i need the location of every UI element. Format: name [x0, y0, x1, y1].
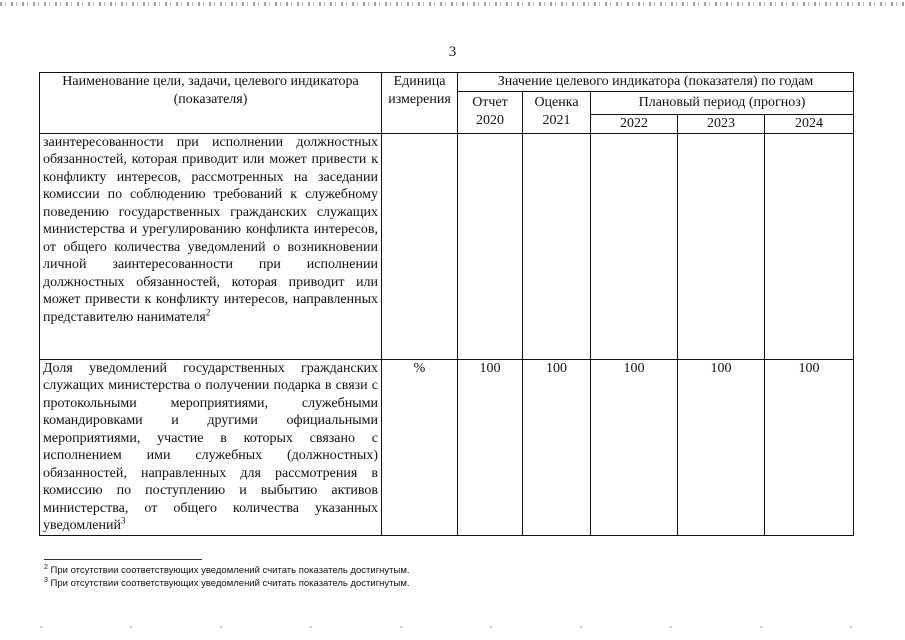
scan-artifact-bottom	[0, 626, 905, 628]
cell-report-2020: 100	[458, 359, 523, 535]
footnote-text: При отсутствии соответствующих уведомлений считать показатель достигнутым.	[50, 565, 410, 576]
table-row	[40, 359, 854, 535]
cell-unit	[382, 133, 458, 359]
footnote-text: При отсутствии соответствующих уведомлений считать показатель достигнутым.	[50, 578, 410, 589]
cell-unit: %	[382, 359, 458, 535]
header-year-2022: 2022	[591, 115, 678, 134]
cell-2022	[591, 133, 678, 359]
header-unit: Единица измерения	[382, 73, 458, 134]
header-name: Наименование цели, задачи, целевого индикатора (показателя)	[40, 73, 382, 134]
cell-2022: 100	[591, 359, 678, 535]
cell-2023: 100	[678, 359, 765, 535]
header-estimate-2021: Оценка 2021	[523, 92, 591, 134]
page-number: 3	[448, 44, 457, 60]
footnote-ref: 2	[205, 306, 211, 317]
header-year-2024: 2024	[765, 115, 854, 134]
footnote-divider	[44, 559, 202, 560]
table-row	[40, 133, 854, 359]
cell-2024: 100	[765, 359, 854, 535]
footnote-3	[44, 578, 410, 589]
indicator-name-text: заинтересованности при исполнении должностных обязанностей, которая приводит или может привести к конфликту интересов, рассмотренных на заседании комиссии по соблюдению требований к служебному поведению государственных гражданских служащих министерства и урегулированию конфликта интересов, от общего количества уведомлений о возникновении личной заинтересованности при исполнении должностных обязанностей, которая приводит или может привести к конфликту интересов, направленных представителю нанимателя	[43, 134, 378, 325]
row-indicator-name	[40, 133, 382, 359]
row-indicator-name	[40, 359, 382, 535]
cell-2024	[765, 133, 854, 359]
header-year-2023: 2023	[678, 115, 765, 134]
cell-report-2020	[458, 133, 523, 359]
header-report-2020: Отчет 2020	[458, 92, 523, 134]
indicator-table	[39, 72, 854, 536]
indicator-name-text: Доля уведомлений государственных гражданских служащих министерства о получении подарка в связи с протокольными мероприятиями, служебными командировками и другими официальными мероприятиями, участие в которых связано с исполнением ими служебных (должностных) обязанностей, направленных для рассмотрения в комиссию по поступлению и выбытию активов министерства, от общего количества указанных уведомлений	[43, 360, 378, 533]
footnote-ref: 3	[120, 515, 126, 526]
header-value-group: Значение целевого индикатора (показателя) по годам	[458, 73, 854, 92]
cell-estimate-2021	[523, 133, 591, 359]
footnote-mark: 2	[44, 563, 48, 571]
header-plan-period: Плановый период (прогноз)	[591, 92, 854, 115]
scan-artifact-top	[0, 2, 905, 6]
footnote-2	[44, 565, 410, 576]
footnote-mark: 3	[44, 576, 48, 584]
cell-2023	[678, 133, 765, 359]
cell-estimate-2021: 100	[523, 359, 591, 535]
